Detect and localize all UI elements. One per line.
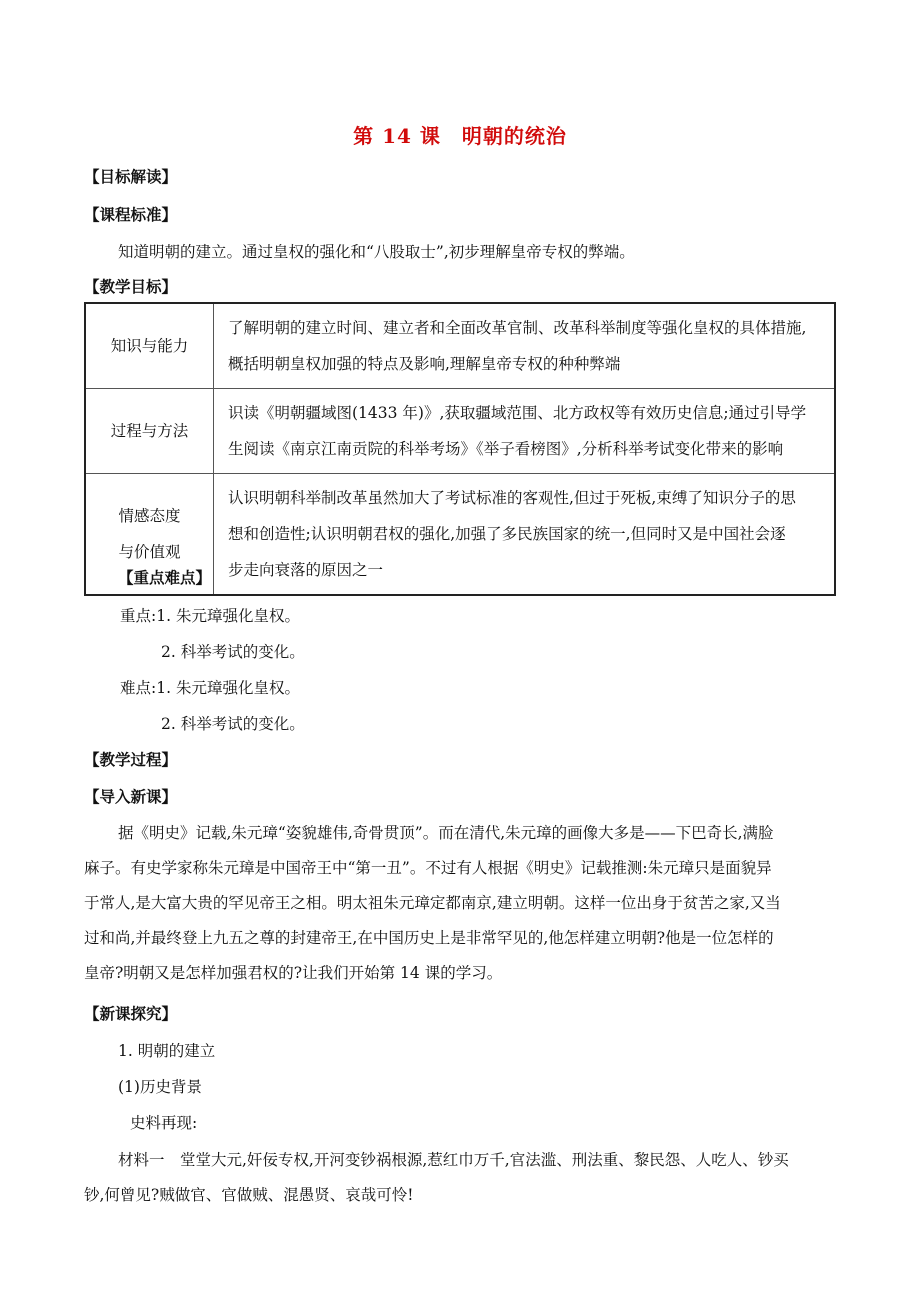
explore-item-1: 1. 明朝的建立 [118,1042,216,1060]
key-point-1: 重点:1. 朱元璋强化皇权。 [120,607,300,625]
row-text: 了解明朝的建立时间、建立者和全面改革官制、改革科举制度等强化皇权的具体措施, 概括明朝皇权加强的特点及影响,理解皇帝专权的种种弊端 [214,303,836,389]
process-heading: 【教学过程】 [84,750,178,769]
intro-paragraph: 据《明史》记载,朱元璋“姿貌雄伟,奇骨贯顶”。而在清代,朱元璋的画像大多是——下巴奇长,满脸 麻子。有史学家称朱元璋是中国帝王中“第一丑”。不过有人根据《明史》记载推测:朱元璋只是面貌异 于常人,是大富大贵的罕见帝王之相。明太祖朱元璋定都南京,建立明朝。这样一位出身于贫苦之家,又当 过和尚,并最终登上九五之尊的封建帝王,在中国历史上是非常罕见的,他怎样建立明朝?他是一位怎样的 皇帝?明朝又是怎样加强君权的?让我们开始第 14 课的学习。 [84,824,781,982]
explore-item-3: 史料再现: [130,1114,198,1132]
key-point-2: 2. 科举考试的变化。 [161,643,305,661]
row-text: 认识明朝科举制改革虽然加大了考试标准的客观性,但过于死板,束缚了知识分子的思 想和创造性;认识明朝君权的强化,加强了多民族国家的统一,但同时又是中国社会逐 步走向衰落的原因之一 [214,474,836,596]
difficulty-1: 难点:1. 朱元璋强化皇权。 [120,679,300,697]
row-label: 过程与方法 [85,389,214,474]
table-row [85,303,835,389]
material-paragraph: 材料一 堂堂大元,奸佞专权,开河变钞祸根源,惹红巾万千,官法滥、刑法重、黎民怨、人吃人、钞买 钞,何曾见?贼做官、官做贼、混愚贤、哀哉可怜! [84,1151,789,1204]
page-title: 第 14 课 明朝的统治 [353,124,567,148]
row-label: 情感态度 与价值观 [85,474,214,596]
teaching-goals-table [84,302,836,596]
key-points-heading: 【重点难点】 [118,568,212,587]
teaching-goals-heading: 【教学目标】 [84,277,178,296]
standard-heading: 【课程标准】 [84,205,178,224]
explore-item-2: (1)历史背景 [118,1078,202,1096]
table-row [85,389,835,474]
explore-heading: 【新课探究】 [84,1004,178,1023]
standard-text: 知道明朝的建立。通过皇权的强化和“八股取士”,初步理解皇帝专权的弊端。 [118,243,635,261]
goals-heading: 【目标解读】 [84,167,178,186]
intro-heading: 【导入新课】 [84,787,178,806]
row-label: 知识与能力 [85,303,214,389]
difficulty-2: 2. 科举考试的变化。 [161,715,305,733]
row-text: 识读《明朝疆域图(1433 年)》,获取疆域范围、北方政权等有效历史信息;通过引导学 生阅读《南京江南贡院的科举考场》《举子看榜图》,分析科举考试变化带来的影响 [214,389,836,474]
